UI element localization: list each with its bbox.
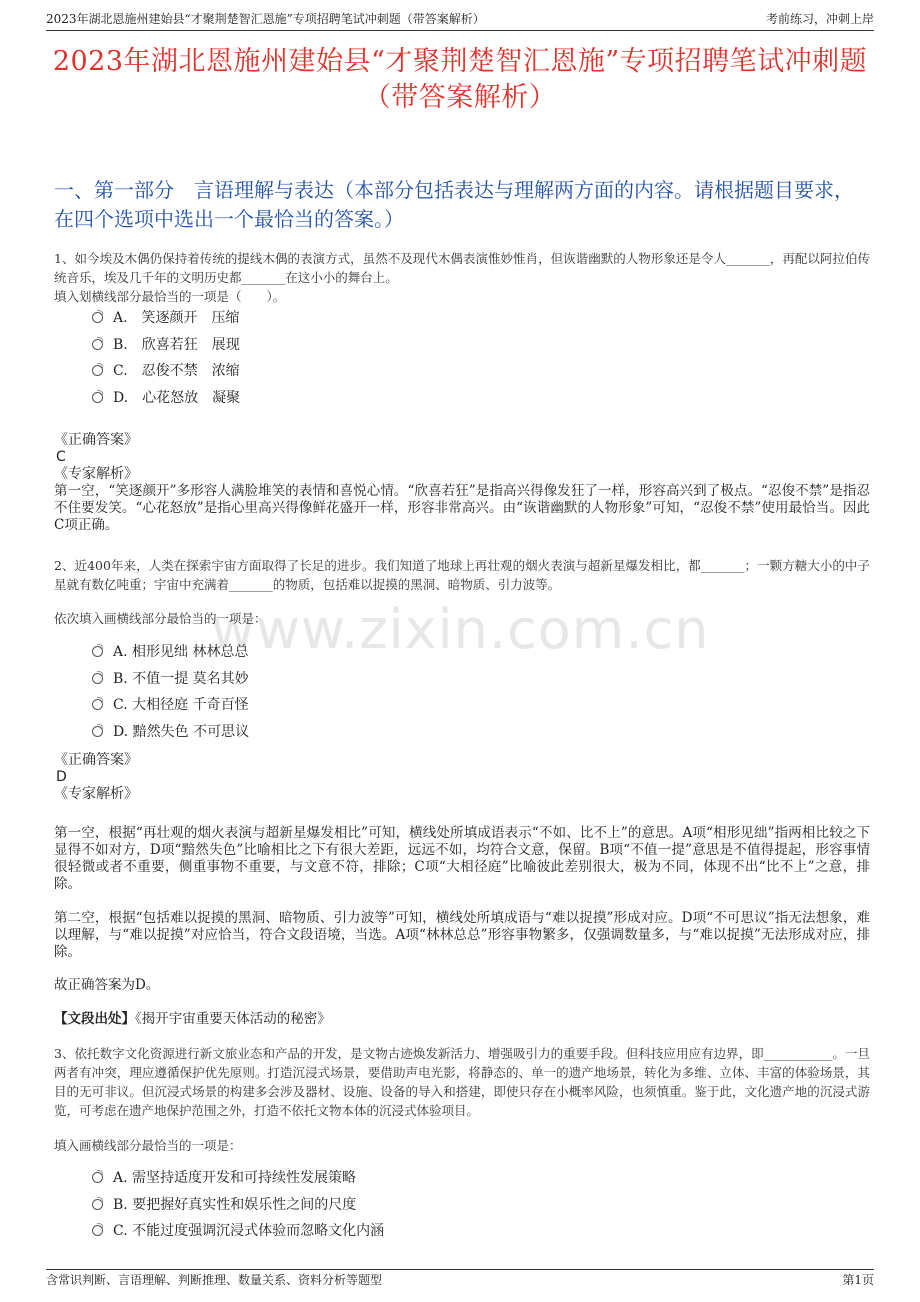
option-label: A. 需坚持适度开发和可持续性发展策略 xyxy=(113,1170,357,1186)
radio-icon[interactable] xyxy=(92,646,103,657)
question-3-options xyxy=(92,1165,384,1245)
option-1-b[interactable] xyxy=(92,332,240,359)
source-title: 《揭开宇宙重要天体活动的秘密》 xyxy=(135,1011,331,1027)
option-3-b[interactable] xyxy=(92,1192,384,1219)
option-1-a[interactable] xyxy=(92,305,240,332)
question-2 xyxy=(54,556,870,594)
question-2-solution xyxy=(54,752,870,803)
conclusion-text: 故正确答案为D。 xyxy=(54,977,160,993)
option-2-b[interactable] xyxy=(92,666,249,693)
option-label: C. 忍俊不禁 浓缩 xyxy=(113,363,240,379)
page-header xyxy=(46,8,874,31)
option-label: B. 要把握好真实性和娱乐性之间的尺度 xyxy=(113,1196,357,1213)
question-3-prompt-wrap xyxy=(54,1136,870,1155)
question-2-text: 2、近400年来，人类在探索宇宙方面取得了长足的进步。我们知道了地球上再壮观的烟火表演与超新星爆发相比，都_______；一颗方糖大小的中子星就有数亿吨重；宇宙中充满着_______的物质，包括难以捉摸的黑洞、暗物质、引力波等。 xyxy=(54,558,870,592)
option-label: A. 笑逐颜开 压缩 xyxy=(113,310,240,326)
question-1-prompt: 填入划横线部分最恰当的一项是（ ）。 xyxy=(54,289,286,304)
footer-topics: 含常识判断、言语理解、判断推理、数量关系、资料分析等题型 xyxy=(46,1273,383,1287)
option-label: C. 不能过度强调沉浸式体验而忽略文化内涵 xyxy=(113,1223,385,1239)
option-1-c[interactable] xyxy=(92,358,240,385)
radio-icon[interactable] xyxy=(92,699,103,710)
option-label: A. 相形见绌 林林总总 xyxy=(113,644,249,660)
question-3 xyxy=(54,1044,870,1120)
analysis-label: 《专家解析》 xyxy=(54,786,138,802)
document-title: 2023年湖北恩施州建始县“才聚荆楚智汇恩施”专项招聘笔试冲刺题（带答案解析） xyxy=(52,46,868,113)
radio-icon[interactable] xyxy=(92,339,103,350)
option-label: C. 大相径庭 千奇百怪 xyxy=(113,697,249,713)
answer-label: 《正确答案》 xyxy=(54,432,138,448)
question-2-analysis-2 xyxy=(54,910,870,961)
radio-icon[interactable] xyxy=(92,312,103,323)
question-1-solution xyxy=(54,432,870,534)
page-number: 第1页 xyxy=(842,1273,874,1287)
option-2-c[interactable] xyxy=(92,692,249,719)
option-label: D. 心花怒放 凝聚 xyxy=(113,389,241,406)
radio-icon[interactable] xyxy=(92,365,103,376)
radio-icon[interactable] xyxy=(92,392,103,403)
question-1 xyxy=(54,249,870,306)
option-3-a[interactable] xyxy=(92,1165,384,1192)
question-3-text: 3、依托数字文化资源进行新文旅业态和产品的开发，是文物古迹焕发新活力、增强吸引力的重要手段。但科技应用应有边界，即___________。一旦两者有冲突，理应遵循保护优先原则。打造沉浸式场景，要借助声电光影，将静态的、单一的遗产地场景，转化为多维、立体、丰富的体验场景，其目的无可非议。但沉浸式场景的构建多会涉及器材、设施、设备的导入和搭建，即使只存在小概率风险，也须慎重。鉴于此，文化遗产地的沉浸式游览，可考虑在遗产地保护范围之外，打造不依托文物本体的沉浸式体验项目。 xyxy=(54,1046,870,1118)
question-1-text: 1、如今埃及木偶仍保持着传统的提线木偶的表演方式，虽然不及现代木偶表演惟妙惟肖，但诙谐幽默的人物形象还是令人_______，再配以阿拉伯传统音乐，埃及几千年的文明历史都_______在这小小的舞台上。 xyxy=(54,251,870,285)
analysis-paragraph: 第一空，根据“再壮观的烟火表演与超新星爆发相比”可知，横线处所填成语表示“不如、比不上”的意思。A项“相形见绌”指两相比较之下显得不如对方，D项“黯然失色”比喻相比之下有很大差距，远远不如，均符合文意，保留。B项“不值一提”意思是不值得提起，形容事情很轻微或者不重要，侧重事物不重要，与文意不符，排除；C项“大相径庭”比喻彼此差别很大，极为不同，体现不出“比不上”之意，排除。 xyxy=(54,825,870,892)
source-label: 【文段出处】 xyxy=(54,1011,135,1027)
analysis-paragraph: 第二空，根据“包括难以捉摸的黑洞、暗物质、引力波等”可知，横线处所填成语与“难以捉摸”形成对应。D项“不可思议”指无法想象，难以理解，与“难以捉摸”对应恰当，符合文段语境，当选。A项“林林总总”形容事物繁多，仅强调数量多，与“难以捉摸”无法形成对应，排除。 xyxy=(54,910,870,960)
question-2-analysis-1 xyxy=(54,825,870,893)
question-2-options xyxy=(92,639,249,745)
option-label: B. 欣喜若狂 展现 xyxy=(113,336,240,353)
question-2-prompt-wrap xyxy=(54,609,870,628)
option-label: B. 不值一提 莫名其妙 xyxy=(113,670,249,687)
question-2-prompt: 依次填入画横线部分最恰当的一项是： xyxy=(54,611,267,626)
option-2-d[interactable] xyxy=(92,719,249,746)
header-doc-title: 2023年湖北恩施州建始县“才聚荆楚智汇恩施”专项招聘笔试冲刺题（带答案解析） xyxy=(46,12,485,26)
option-3-c[interactable] xyxy=(92,1218,384,1245)
answer-label: 《正确答案》 xyxy=(54,752,138,768)
section-heading: 一、第一部分 言语理解与表达（本部分包括表达与理解两方面的内容。请根据题目要求，在四个选项中选出一个最恰当的答案。） xyxy=(54,178,854,231)
question-2-conclusion xyxy=(54,977,870,994)
question-1-options xyxy=(92,305,240,411)
option-label: D. 黯然失色 不可思议 xyxy=(113,723,250,740)
analysis-text: 第一空，“笑逐颜开”多形容人满脸堆笑的表情和喜悦心情。“欣喜若狂”是指高兴得像发狂了一样，形容高兴到了极点。“忍俊不禁”是指忍不住要发笑。“心花怒放”是指心里高兴得像鲜花盛开一样，形容非常高兴。由“诙谐幽默的人物形象”可知，“忍俊不禁”使用最恰当。因此C项正确。 xyxy=(54,483,870,533)
page-footer xyxy=(46,1269,874,1292)
question-3-prompt: 填入画横线部分最恰当的一项是： xyxy=(54,1138,242,1153)
option-1-d[interactable] xyxy=(92,385,240,412)
analysis-label: 《专家解析》 xyxy=(54,466,138,482)
radio-icon[interactable] xyxy=(92,1225,103,1236)
answer-value: C xyxy=(56,449,66,465)
radio-icon[interactable] xyxy=(92,1199,103,1210)
radio-icon[interactable] xyxy=(92,1172,103,1183)
question-2-source xyxy=(54,1011,870,1028)
radio-icon[interactable] xyxy=(92,726,103,737)
radio-icon[interactable] xyxy=(92,673,103,684)
header-slogan: 考前练习，冲刺上岸 xyxy=(765,12,874,26)
watermark: www.zixin.com.cn xyxy=(210,598,710,661)
option-2-a[interactable] xyxy=(92,639,249,666)
answer-value: D xyxy=(56,769,67,785)
